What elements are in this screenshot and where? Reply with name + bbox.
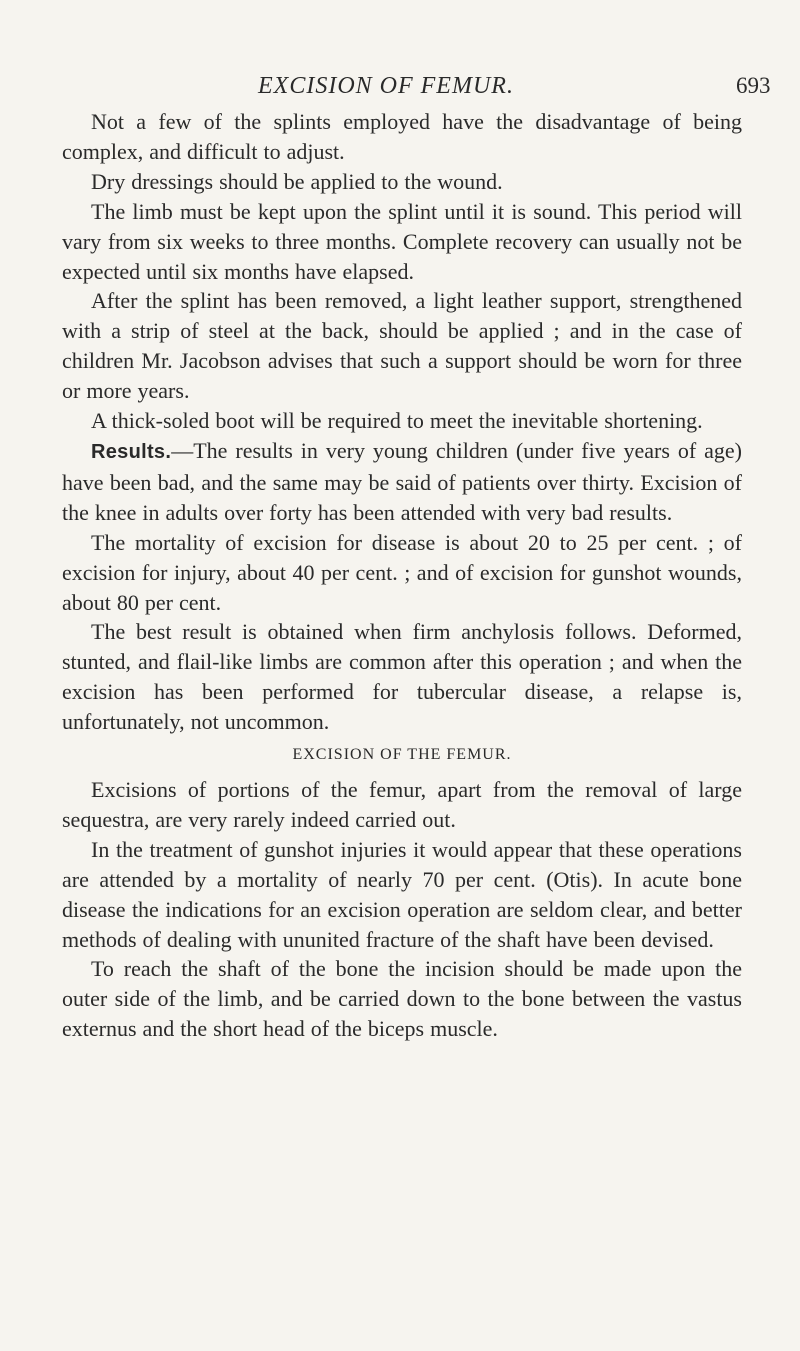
paragraph-limb-on-splint: The limb must be kept upon the splint until it is sound. This period will vary from six weeks to three months. Complete recovery can usually not be expected until six months have elapsed. — [62, 198, 742, 284]
paragraph-splints-complex: Not a few of the splints employed have the disadvantage of being complex, and difficult to adjust. — [62, 109, 742, 164]
paragraph-incision: To reach the shaft of the bone the incision should be made upon the outer side of the limb, and be carried down to the bone between the vastus externus and the short head of the biceps muscle. — [62, 956, 742, 1042]
paragraph-results — [62, 436, 742, 528]
paragraph-femur-excisions: Excisions of portions of the femur, apart from the removal of large sequestra, are very rarely indeed carried out. — [62, 777, 742, 832]
paragraph-thick-soled-boot: A thick-soled boot will be required to meet the inevitable shortening. — [91, 408, 703, 434]
results-lead: Results. — [91, 440, 172, 463]
paragraph-gunshot-injuries: In the treatment of gunshot injuries it would appear that these operations are attended by a mortality of nearly 70 per cent. (Otis). In acute bone disease the indications for an excision operation are seldom clear, and better methods of dealing with ununited fracture of the shaft have been devised. — [62, 836, 742, 952]
paragraph-leather-support: After the splint has been removed, a light leather support, strengthened with a strip of steel at the back, should be applied ; and in the case of children Mr. Jacobson advises that such a support should be worn for three or more years. — [62, 288, 742, 404]
running-head — [0, 73, 800, 105]
paragraph-mortality: The mortality of excision for disease is about 20 to 25 per cent. ; of excision for injury, about 40 per cent. ; and of excision for gunshot wounds, about 80 per cent. — [62, 529, 742, 615]
page-number: 693 — [736, 73, 771, 98]
running-title: EXCISION OF FEMUR. — [258, 73, 514, 99]
paragraph-best-result: The best result is obtained when firm anchylosis follows. Deformed, stunted, and flail-like limbs are common after this operation ; and when the excision has been performed for tubercular disease, a relapse is, unfortunately, not uncommon. — [62, 619, 742, 735]
body-text — [62, 107, 742, 1044]
results-text: —The results in very young children (under five years of age) have been bad, and the same may be said of patients over thirty. Excision of the knee in adults over forty has been attended with very bad results. — [62, 437, 742, 525]
paragraph-dry-dressings: Dry dressings should be applied to the wound. — [91, 168, 503, 194]
section-heading-excision-of-femur: EXCISION OF THE FEMUR. — [292, 746, 512, 764]
